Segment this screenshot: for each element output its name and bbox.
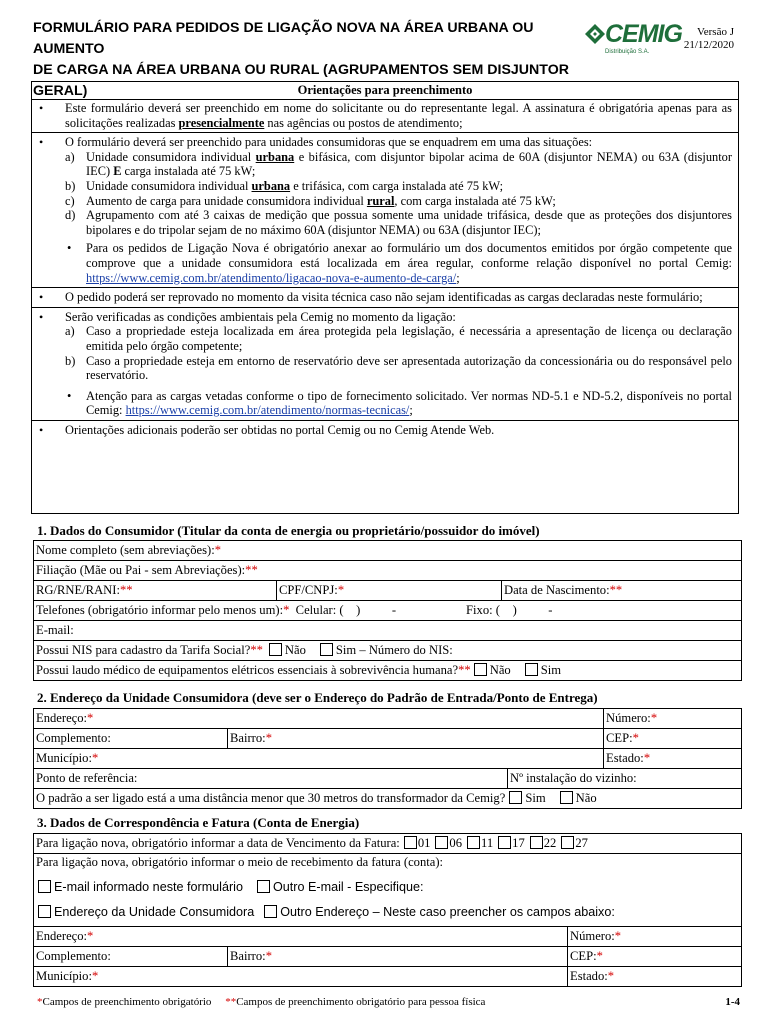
- required-marker: *: [214, 543, 221, 557]
- field-label: RG/RNE/RANI:: [36, 583, 120, 597]
- item-text: Unidade consumidora individual: [86, 149, 256, 164]
- bullet-assinatura: [36, 101, 732, 130]
- row-complemento: [34, 729, 742, 749]
- footer-note-pf: Campos de preenchimento obrigatório para pessoa física: [236, 996, 486, 1008]
- field-label: Telefones (obrigatório informar pelo menos um):: [36, 603, 284, 617]
- item-text: Atenção para as cargas vetadas conforme o tipo de fornecimento solicitado. Ver normas ND-5.1 e ND-5.2, disponíveis no portal Cemig:: [86, 388, 732, 418]
- divider: [32, 287, 738, 288]
- option-label: Não: [284, 643, 306, 657]
- item-b: [65, 179, 732, 194]
- required-marker: **: [458, 663, 471, 677]
- fixo-field[interactable]: Fixo: ( ) -: [466, 603, 553, 617]
- field-label: Nº instalação do vizinho:: [510, 771, 637, 785]
- option-label: Não: [575, 791, 597, 805]
- nis-sim-checkbox[interactable]: [320, 643, 333, 656]
- required-marker: **: [250, 643, 263, 657]
- item-letter: a): [65, 149, 75, 164]
- logo-wordmark: CEMIG: [605, 20, 682, 48]
- field-label: Ponto de referência:: [36, 771, 138, 785]
- row-nis: [34, 641, 742, 661]
- row-laudo: [34, 661, 742, 681]
- field-label: Município:: [36, 751, 92, 765]
- item-text: ;: [456, 270, 460, 285]
- required-marker: **: [245, 563, 258, 577]
- field-label: Estado:: [570, 969, 608, 983]
- row-padrao: [34, 789, 742, 809]
- item-c: [65, 194, 732, 209]
- item-a: [65, 150, 732, 179]
- footer-notes: [37, 996, 485, 1008]
- cpf-field[interactable]: [277, 581, 502, 601]
- laudo-nao-checkbox[interactable]: [474, 663, 487, 676]
- row-referencia: [34, 769, 742, 789]
- fatura-municipio-field[interactable]: [34, 967, 568, 987]
- section3-table: [33, 833, 742, 987]
- venc-17-checkbox[interactable]: [498, 836, 511, 849]
- cep-field[interactable]: [604, 729, 742, 749]
- numero-field[interactable]: [604, 709, 742, 729]
- required-marker: *: [37, 996, 43, 1008]
- referencia-field[interactable]: [34, 769, 508, 789]
- bullet-text: nas agências ou postos de atendimento;: [264, 115, 463, 130]
- venc-01-checkbox[interactable]: [404, 836, 417, 849]
- required-marker: *: [91, 751, 99, 765]
- municipio-field[interactable]: [34, 749, 604, 769]
- option-label: Sim: [335, 643, 357, 657]
- venc-11-checkbox[interactable]: [467, 836, 480, 849]
- field-label: Número:: [570, 929, 615, 943]
- telefones-field[interactable]: [34, 601, 742, 621]
- bullet-ligacao-nova: [65, 241, 732, 285]
- bullet-ambientais: [36, 310, 732, 418]
- item-text: e bifásica, com disjuntor bipolar acima de 60A (disjuntor NEMA) ou 63A (disjuntor IEC): [86, 149, 732, 179]
- field-label: Endereço:: [36, 929, 88, 943]
- row-nome: [34, 541, 742, 561]
- bullet-emphasis: presencialmente: [178, 115, 265, 130]
- meio-options-row2: [36, 904, 739, 921]
- bullet-text: Serão verificadas as condições ambientais pela Cemig no momento da ligação:: [65, 309, 456, 324]
- row-vencimento: [34, 834, 742, 854]
- bullet-atencao: [65, 389, 732, 418]
- cemig-logo-icon: [583, 22, 607, 46]
- fatura-endereco-field[interactable]: [34, 927, 568, 947]
- option-label: Outro Endereço – Neste caso preencher os campos abaixo:: [280, 905, 615, 919]
- nascimento-field[interactable]: [502, 581, 742, 601]
- celular-field[interactable]: Celular: ( ) -: [295, 603, 397, 617]
- item-text: , com carga instalada até 75 kW;: [394, 193, 556, 208]
- venc-22-checkbox[interactable]: [530, 836, 543, 849]
- row-endereco-fatura: [34, 927, 742, 947]
- bairro-field[interactable]: [228, 729, 604, 749]
- option-label: E-mail informado neste formulário: [54, 880, 243, 894]
- item-text: Para os pedidos de Ligação Nova é obrigatório anexar ao formulário um dos documentos emitidos por órgão competente que comprove que a unidade consumidora está localizada em área regular, conforme relação disponível no portal Cemig:: [86, 241, 732, 270]
- required-marker: *: [265, 731, 272, 745]
- bullet-text: O formulário deverá ser preenchido para unidades consumidoras que se enquadrem em uma das situações:: [65, 135, 593, 150]
- row-email: [34, 621, 742, 641]
- field-label: Possui laudo médico de equipamentos elétricos essenciais à sobrevivência humana?: [36, 663, 459, 677]
- fatura-numero-field[interactable]: [568, 927, 742, 947]
- nis-nao-checkbox[interactable]: [269, 643, 282, 656]
- meio-recebimento-cell: [34, 854, 742, 927]
- field-label: CPF/CNPJ:: [279, 583, 338, 597]
- required-marker: *: [337, 583, 345, 597]
- item-emphasis: rural: [366, 193, 395, 208]
- item-text: Caso a propriedade esteja em entorno de reservatório deve ser apresentada autorização da concessionária ou do responsável pelo reservatório.: [86, 353, 732, 383]
- item-d: [65, 208, 732, 237]
- complemento-field[interactable]: [34, 729, 228, 749]
- option-label: 22: [543, 836, 557, 850]
- footer-note-required: Campos de preenchimento obrigatório: [42, 996, 212, 1008]
- cemig-logo: [583, 20, 682, 60]
- row-municipio-fatura: [34, 967, 742, 987]
- item-letter: b): [65, 353, 76, 368]
- field-label: Endereço:: [36, 711, 88, 725]
- version-label: Versão J: [697, 26, 734, 38]
- required-marker: *: [265, 949, 272, 963]
- option-label: 11: [481, 836, 494, 850]
- section3-title: 3. Dados de Correspondência e Fatura (Conta de Energia): [37, 815, 360, 830]
- form-title-line2: DE CARGA NA ÁREA URBANA OU RURAL (AGRUPAMENTOS SEM DISJUNTOR GERAL): [33, 62, 569, 99]
- divider: [32, 307, 738, 308]
- email-field[interactable]: [34, 621, 742, 641]
- orientations-box: [31, 81, 739, 514]
- padrao-nao-checkbox[interactable]: [560, 791, 573, 804]
- section1-title: 1. Dados do Consumidor (Titular da conta de energia ou proprietário/possuidor do imóvel): [37, 523, 540, 538]
- option-label: Sim: [525, 791, 546, 805]
- version-block: [672, 26, 734, 52]
- estado-field[interactable]: [604, 749, 742, 769]
- nis-number-label: – Número do NIS:: [359, 643, 453, 657]
- field-label: CEP:: [606, 731, 633, 745]
- row-filiacao: [34, 561, 742, 581]
- item-text: Aumento de carga para unidade consumidora individual: [86, 193, 367, 208]
- field-label: Data de Nascimento:: [504, 583, 610, 597]
- filiacao-field[interactable]: [34, 561, 742, 581]
- meio-options-row1: [36, 879, 739, 896]
- row-endereco: [34, 709, 742, 729]
- laudo-row: [34, 661, 742, 681]
- opt-email-checkbox[interactable]: [38, 880, 51, 893]
- required-marker: *: [87, 929, 94, 943]
- page-number: 1-4: [725, 996, 740, 1008]
- opt-outro-email-checkbox[interactable]: [257, 880, 270, 893]
- divider: [32, 132, 738, 133]
- item-text: Caso a propriedade esteja localizada em área protegida pela legislação, é necessária a apresentação de licença ou declaração emitida pelo órgão competente;: [86, 324, 732, 353]
- field-label: Bairro:: [230, 731, 266, 745]
- field-label: Número:: [606, 711, 651, 725]
- form-title-line1: FORMULÁRIO PARA PEDIDOS DE LIGAÇÃO NOVA NA ÁREA URBANA OU AUMENTO: [33, 20, 534, 57]
- section1-table: [33, 540, 742, 681]
- section2-title: 2. Endereço da Unidade Consumidora (deve ser o Endereço do Padrão de Entrada/Ponto de Entrega): [37, 690, 598, 705]
- item-text: e trifásica, com carga instalada até 75 kW;: [290, 178, 504, 193]
- required-marker: *: [87, 711, 94, 725]
- version-date: 21/12/2020: [683, 39, 734, 51]
- endereco-field[interactable]: [34, 709, 604, 729]
- required-marker: *: [283, 603, 290, 617]
- row-complemento-fatura: [34, 947, 742, 967]
- required-marker: *: [643, 751, 651, 765]
- required-marker: **: [609, 583, 623, 597]
- venc-06-checkbox[interactable]: [435, 836, 448, 849]
- item-emphasis: urbana: [255, 149, 295, 164]
- bullet-text: Este formulário deverá ser preenchido em nome do solicitante ou do representante legal. A assinatura é obrigatória apenas para as solicitações realizadas: [65, 101, 732, 130]
- option-label: 06: [449, 836, 462, 850]
- option-label: Endereço da Unidade Consumidora: [54, 905, 255, 919]
- item-text: Unidade consumidora individual: [86, 178, 252, 193]
- field-label: Nome completo (sem abreviações):: [36, 543, 215, 557]
- item-emphasis: E: [113, 164, 122, 179]
- field-label: Complemento:: [36, 731, 111, 745]
- normas-tecnicas-link[interactable]: https://www.cemig.com.br/atendimento/normas-tecnicas/: [125, 403, 410, 418]
- divider: [32, 420, 738, 421]
- ligacao-nova-link[interactable]: https://www.cemig.com.br/atendimento/ligacao-nova-e-aumento-de-carga/: [86, 270, 457, 285]
- item-emphasis: urbana: [251, 178, 291, 193]
- field-label: CEP:: [570, 949, 597, 963]
- rg-field[interactable]: [34, 581, 277, 601]
- vencimento-row: [34, 834, 742, 854]
- row-documentos: [34, 581, 742, 601]
- item-amb-b: [65, 354, 732, 383]
- fatura-bairro-field[interactable]: [228, 947, 568, 967]
- item-letter: d): [65, 208, 76, 223]
- field-label: Complemento:: [36, 949, 111, 963]
- required-marker: **: [225, 996, 237, 1008]
- logo-subtitle: Distribuição S.A.: [605, 49, 650, 55]
- field-label: Possui NIS para cadastro da Tarifa Social?: [36, 643, 251, 657]
- padrao-row: [34, 789, 742, 809]
- field-label: Filiação (Mãe ou Pai - sem Abreviações):: [36, 563, 246, 577]
- required-marker: *: [91, 969, 99, 983]
- required-marker: **: [119, 583, 133, 597]
- required-marker: *: [596, 949, 603, 963]
- option-label: Não: [489, 663, 511, 677]
- row-municipio: [34, 749, 742, 769]
- opt-outro-endereco-checkbox[interactable]: [264, 905, 277, 918]
- fatura-complemento-field[interactable]: [34, 947, 228, 967]
- bullet-text: O pedido poderá ser reprovado no momento da visita técnica caso não sejam identificadas as cargas declaradas neste formulário;: [65, 290, 703, 305]
- orientations-title: Orientações para preenchimento: [32, 82, 738, 100]
- bullet-text: Orientações adicionais poderão ser obtidas no portal Cemig ou no Cemig Atende Web.: [65, 422, 495, 437]
- field-label: Para ligação nova, obrigatório informar o meio de recebimento da fatura (conta):: [36, 855, 444, 869]
- option-label: 01: [417, 836, 431, 850]
- nis-row: [34, 641, 742, 661]
- item-letter: c): [65, 193, 75, 208]
- required-marker: *: [607, 969, 615, 983]
- required-marker: *: [632, 731, 639, 745]
- vizinho-field[interactable]: [508, 769, 742, 789]
- section2-table: [33, 708, 742, 809]
- field-label: Bairro:: [230, 949, 266, 963]
- bullet-adicionais: [36, 423, 732, 438]
- required-marker: *: [650, 711, 658, 725]
- padrao-sim-checkbox[interactable]: [509, 791, 522, 804]
- item-letter: a): [65, 324, 75, 339]
- fatura-estado-field[interactable]: [568, 967, 742, 987]
- row-meio: [34, 854, 742, 927]
- option-label: 17: [512, 836, 525, 850]
- bullet-reprovado: [36, 290, 732, 305]
- option-label: Outro E-mail - Especifique:: [272, 880, 424, 894]
- laudo-sim-checkbox[interactable]: [525, 663, 538, 676]
- option-label: Sim: [540, 663, 562, 677]
- opt-endereco-uc-checkbox[interactable]: [38, 905, 51, 918]
- venc-27-checkbox[interactable]: [561, 836, 574, 849]
- field-label: Município:: [36, 969, 92, 983]
- fatura-cep-field[interactable]: [568, 947, 742, 967]
- option-label: 27: [575, 836, 588, 850]
- item-text: carga instalada até 75 kW;: [121, 164, 256, 179]
- item-letter: b): [65, 178, 76, 193]
- required-marker: *: [614, 929, 622, 943]
- item-text: Agrupamento com até 3 caixas de medição que possua somente uma unidade trifásica, desde que as proteções dos disjuntores bipolares e do tripolar sejam de no máximo 60A (disjuntor NEMA) ou 63A (disjuntor IEC);: [86, 208, 732, 237]
- field-label: O padrão a ser ligado está a uma distância menor que 30 metros do transformador da Cemig?: [36, 791, 506, 805]
- bullet-situacoes: [36, 135, 732, 285]
- nome-field[interactable]: [34, 541, 742, 561]
- orientations-body: [32, 101, 738, 437]
- field-label: Para ligação nova, obrigatório informar a data de Vencimento da Fatura:: [36, 836, 400, 850]
- row-telefones: [34, 601, 742, 621]
- item-text: ;: [409, 403, 413, 418]
- item-amb-a: [65, 324, 732, 353]
- field-label: E-mail:: [36, 623, 74, 637]
- field-label: Estado:: [606, 751, 644, 765]
